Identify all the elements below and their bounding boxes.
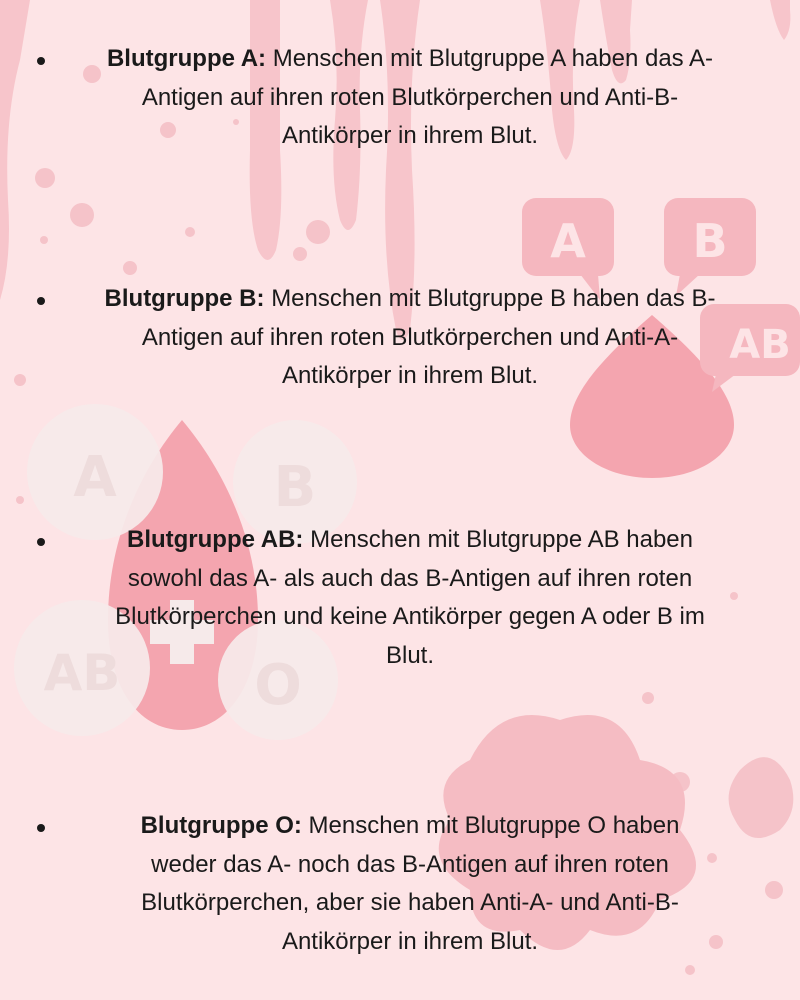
- entry-line: Blutkörperchen und keine Antikörper gegen A oder B im: [115, 603, 705, 630]
- entry-line: Antikörper in ihrem Blut.: [281, 122, 539, 149]
- entry-line: Blut.: [385, 641, 435, 669]
- bullet: [37, 538, 45, 546]
- entry-term: Blutgruppe B:: [104, 285, 265, 312]
- bullet: [37, 297, 45, 305]
- entry-term: Blutgruppe A:: [106, 45, 267, 72]
- entry-text: [60, 807, 760, 961]
- entry-line: Menschen mit Blutgruppe AB haben: [310, 526, 693, 553]
- bullet: [37, 824, 45, 832]
- entry-line: Menschen mit Blutgruppe B haben das B-: [271, 285, 716, 312]
- circle-label-o: O: [254, 653, 302, 718]
- entry-text: [60, 280, 760, 396]
- bubble-label-b: B: [692, 214, 728, 268]
- entry-line: Menschen mit Blutgruppe O haben: [308, 812, 680, 839]
- entry-line: sowohl das A- als auch das B-Antigen auf ihren roten: [127, 564, 693, 592]
- entry-line: Antikörper in ihrem Blut.: [281, 362, 539, 389]
- bubble-label-ab: AB: [729, 322, 791, 368]
- bubble-label-a: A: [550, 214, 586, 268]
- circle-label-ab: AB: [43, 644, 121, 702]
- entry-line: Antigen auf ihren roten Blutkörperchen und Anti-B-: [141, 83, 679, 111]
- bullet: [37, 57, 45, 65]
- circle-label-b: B: [273, 455, 317, 520]
- entry-text: [60, 521, 760, 675]
- entry-line: Antigen auf ihren roten Blutkörperchen und Anti-A-: [141, 323, 679, 351]
- circle-label-a: A: [73, 445, 117, 510]
- entry-line: Blutkörperchen, aber sie haben Anti-A- und Anti-B-: [141, 889, 679, 916]
- entry-term: Blutgruppe AB:: [126, 526, 304, 553]
- entry-line: weder das A- noch das B-Antigen auf ihren roten: [151, 850, 669, 878]
- entry-line: Menschen mit Blutgruppe A haben das A-: [272, 45, 714, 72]
- entry-term: Blutgruppe O:: [140, 812, 302, 839]
- entry-text: [60, 40, 760, 156]
- entry-line: Antikörper in ihrem Blut.: [281, 927, 539, 955]
